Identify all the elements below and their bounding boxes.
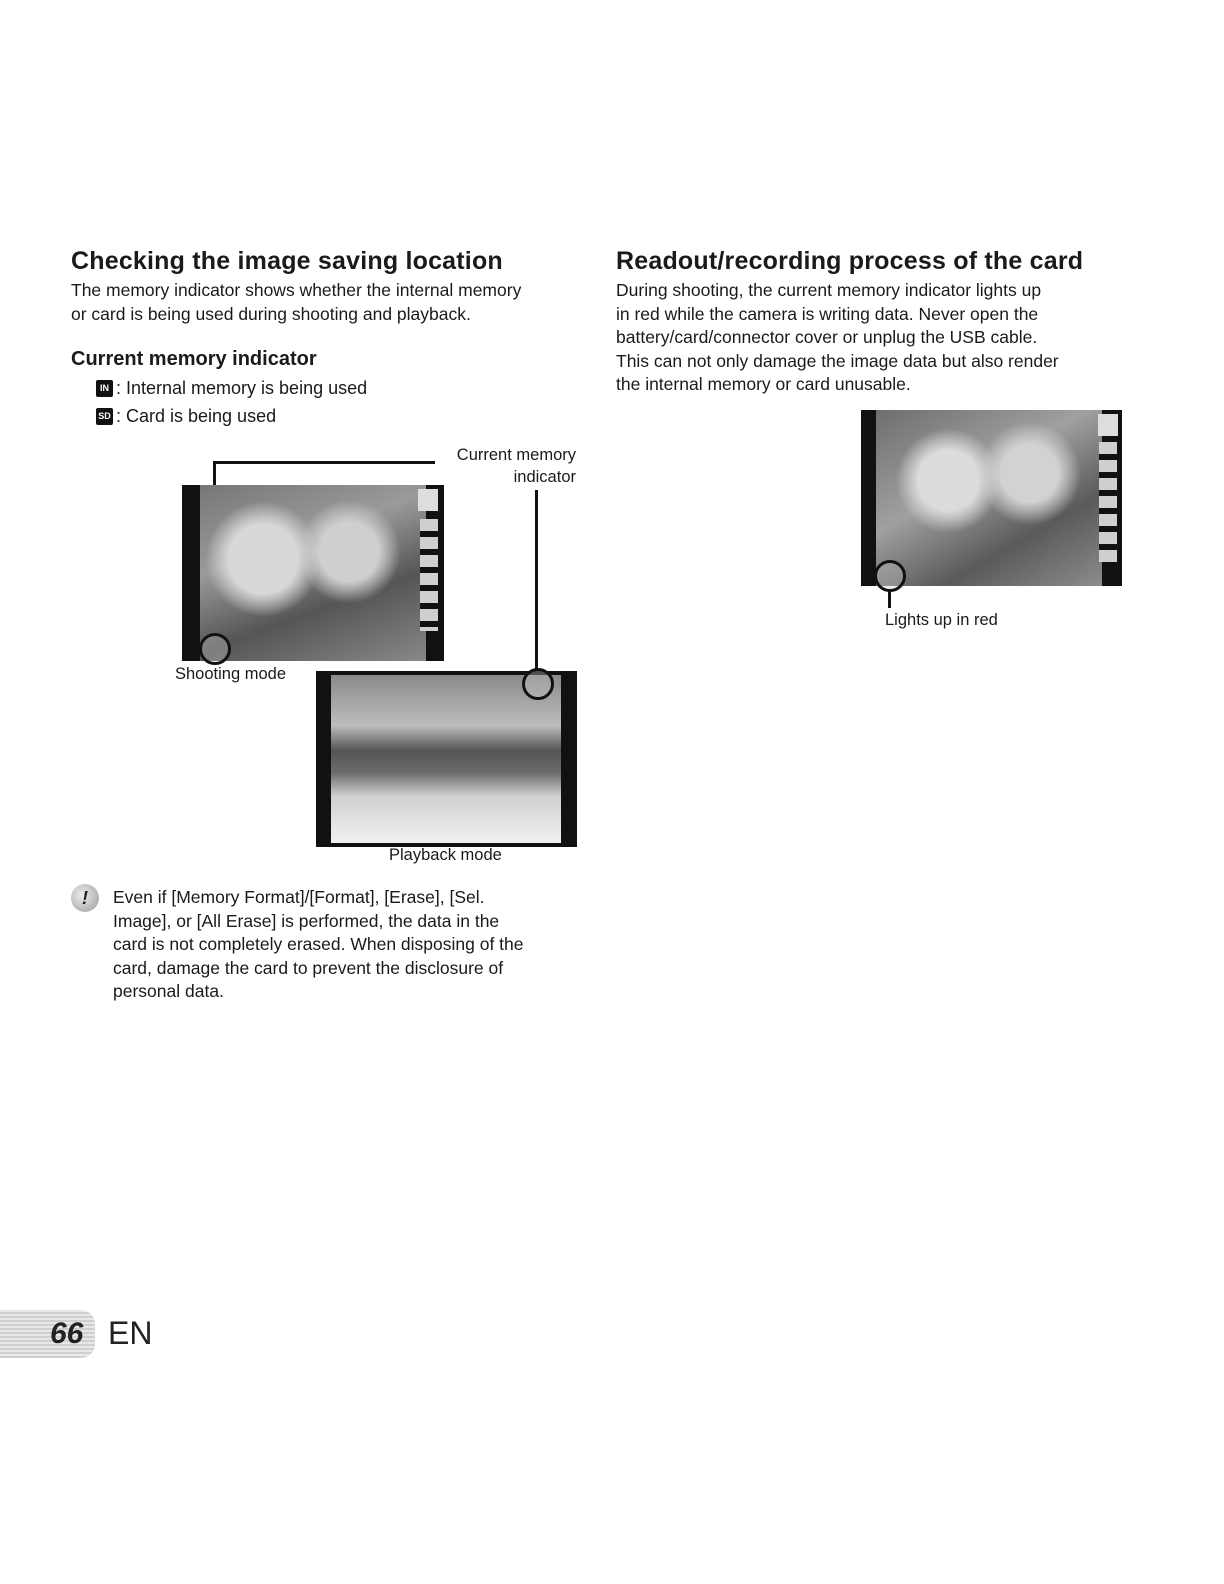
callout-line: Current memory [456,446,576,464]
settings-icons-column [420,519,438,631]
internal-memory-icon: IN [96,380,113,397]
memory-item-internal [96,378,367,399]
memory-item-text: : Internal memory is being used [116,378,368,398]
callout-line: indicator [513,468,576,486]
caution-note [113,886,524,1004]
body-line: During shooting, the current memory indicator lights up [616,280,1042,300]
callout-leader-red [888,591,891,608]
settings-icons-column [1099,442,1117,562]
subheading-current-memory-indicator: Current memory indicator [71,348,317,370]
callout-label [446,444,576,488]
sd-card-icon: SD [96,408,113,425]
lights-up-caption: Lights up in red [885,611,998,629]
recording-screen [861,410,1122,586]
callout-leader-horizontal [213,461,435,464]
caution-icon: ! [71,884,99,912]
page-language: EN [108,1315,153,1351]
section-title-saving-location: Checking the image saving location [71,247,503,275]
body-line: battery/card/connector cover or unplug the USB cable. [616,327,1038,347]
intro-line: or card is being used during shooting and playback. [71,303,471,324]
note-line: personal data. [113,981,224,1001]
callout-leader-right [535,490,538,676]
intro-line: The memory indicator shows whether the internal memory [71,280,522,300]
memory-item-card [96,406,276,427]
mode-p-icon [418,489,438,511]
intro-paragraph [71,279,521,326]
body-line: the internal memory or card unusable. [616,374,911,394]
note-line: Even if [Memory Format]/[Format], [Erase], [Sel. [113,887,485,907]
section-title-readout-recording: Readout/recording process of the card [616,247,1084,275]
memory-indicator-ring [874,560,906,592]
playback-photo [331,675,561,843]
note-line: card, damage the card to prevent the disclosure of [113,957,504,978]
recording-photo [876,410,1102,586]
body-line: This can not only damage the image data but also render [616,350,1059,371]
memory-indicator-ring [522,668,554,700]
memory-indicator-ring [199,633,231,665]
mode-p-icon [1098,414,1118,436]
body-line: in red while the camera is writing data. Never open the [616,303,1039,324]
readout-paragraph [616,279,1059,397]
shooting-photo [200,485,426,661]
playback-mode-caption: Playback mode [389,846,502,864]
note-line: Image], or [All Erase] is performed, the data in the [113,910,500,931]
note-line: card is not completely erased. When disposing of the [113,934,524,954]
page-number: 66 [50,1317,84,1350]
memory-item-text: : Card is being used [116,406,277,426]
shooting-mode-caption: Shooting mode [175,665,286,683]
